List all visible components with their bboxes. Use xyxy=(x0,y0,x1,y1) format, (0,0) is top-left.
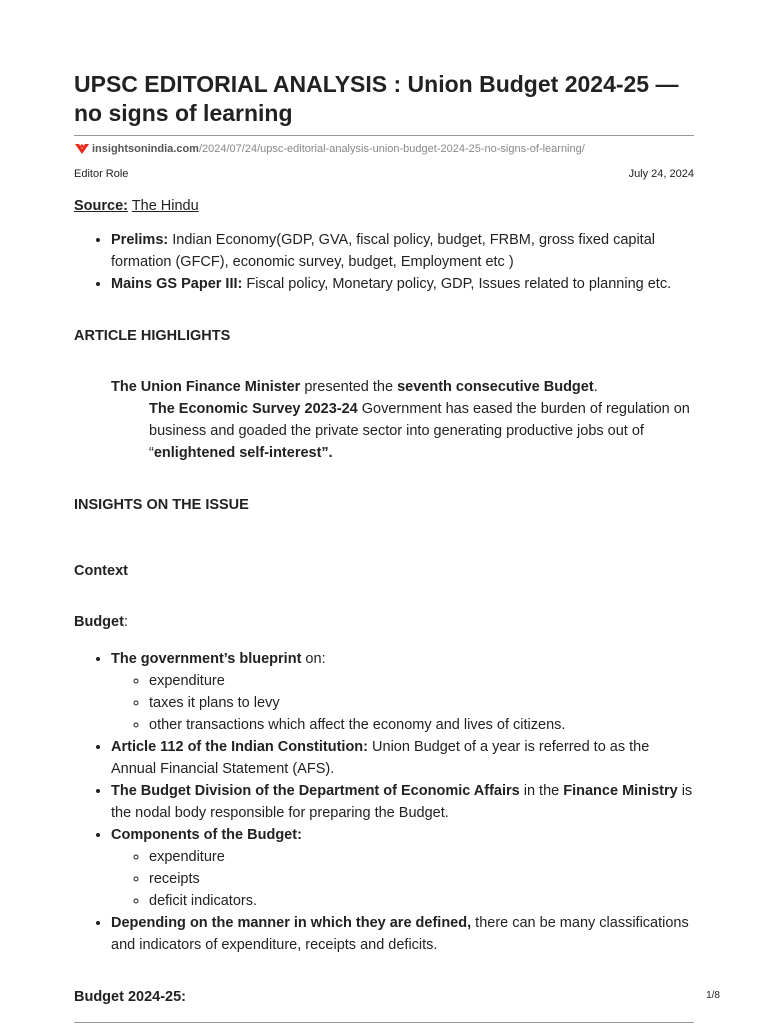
highlights-heading: ARTICLE HIGHLIGHTS xyxy=(74,327,231,344)
list-item: ◦ deficit indicators. xyxy=(149,890,694,912)
list-item: ◦ expenditure xyxy=(149,846,694,868)
author: Editor Role xyxy=(74,168,129,180)
list-item: ◦ taxes it plans to levy xyxy=(149,692,694,714)
url-domain[interactable]: insightsonindia.com xyxy=(92,143,199,155)
budget-2024-25-heading: Budget 2024-25: xyxy=(74,988,187,1005)
insights-logo-icon xyxy=(74,143,90,155)
title-divider xyxy=(74,135,694,136)
list-item: ◦ expenditure xyxy=(149,670,694,692)
publish-date: July 24, 2024 xyxy=(628,168,694,180)
source-url[interactable] xyxy=(74,142,694,156)
list-item: • Depending on the manner in which they are defined, there can be many classifications and indicators of expenditure, receipts and deficits. xyxy=(111,912,694,956)
highlight-line-2: The Economic Survey 2023-24 Government has eased the burden of regulation on business and goaded the private sector into generating productive jobs out of “enlightened self-interest”. xyxy=(149,401,690,461)
article-title: UPSC EDITORIAL ANALYSIS : Union Budget 2024-25 — no signs of learning xyxy=(74,71,679,126)
list-item: • The government’s blueprint on: ◦ expenditure ◦ taxes it plans to levy ◦ other transactions which affect the economy and lives of citizens. xyxy=(111,648,694,736)
highlight-line-1: The Union Finance Minister presented the seventh consecutive Budget. xyxy=(111,379,598,395)
syllabus-list xyxy=(74,229,694,295)
list-item: ◦ receipts xyxy=(149,868,694,890)
article-page xyxy=(74,70,694,1023)
context-heading: Context xyxy=(74,562,128,579)
list-item: • Prelims: Indian Economy(GDP, GVA, fiscal policy, budget, FRBM, gross fixed capital formation (GFCF), economic survey, budget, Employment etc ) xyxy=(111,229,694,273)
page-break-divider xyxy=(74,1022,694,1023)
page-number: 1/8 xyxy=(706,990,720,1001)
budget-list xyxy=(74,648,694,956)
list-item: • The Budget Division of the Department of Economic Affairs in the Finance Ministry is the nodal body responsible for preparing the Budget. xyxy=(111,780,694,824)
list-item: • Mains GS Paper III: Fiscal policy, Monetary policy, GDP, Issues related to planning etc. xyxy=(111,273,694,295)
sub-list xyxy=(111,846,694,912)
budget-heading: Budget: xyxy=(74,614,128,630)
list-item: • Article 112 of the Indian Constitution: Union Budget of a year is referred to as the Annual Financial Statement (AFS). xyxy=(111,736,694,780)
insights-heading: INSIGHTS ON THE ISSUE xyxy=(74,496,249,513)
source-link[interactable]: The Hindu xyxy=(131,198,199,214)
url-path[interactable]: /2024/07/24/upsc-editorial-analysis-union-budget-2024-25-no-signs-of-learning/ xyxy=(198,143,585,155)
source-label: Source: xyxy=(74,198,128,214)
source-line xyxy=(74,195,694,217)
sub-list xyxy=(111,670,694,736)
article-meta xyxy=(74,167,694,181)
list-item: • Components of the Budget: ◦ expenditure ◦ receipts ◦ deficit indicators. xyxy=(111,824,694,912)
list-item: ◦ other transactions which affect the economy and lives of citizens. xyxy=(149,714,694,736)
